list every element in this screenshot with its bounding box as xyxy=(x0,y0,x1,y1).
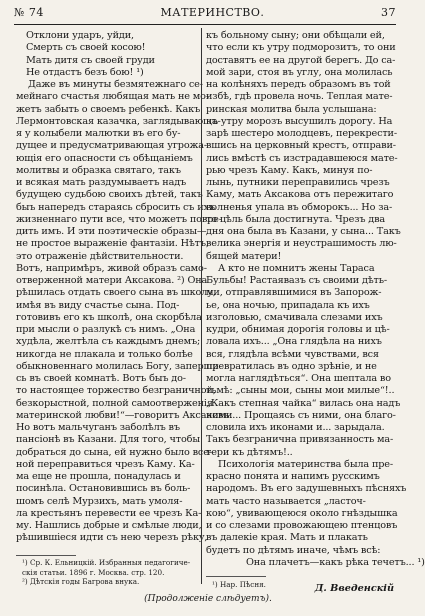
text-line: народомъ. Въ его задушевныхъ пѣсняхъ xyxy=(206,483,407,495)
text-line: кою“, увивающеюся около гнѣздышка xyxy=(206,507,398,519)
text-line: то цѣль была достигнута. Чрезъ два xyxy=(206,213,386,225)
footnote: скія статьи. 1896 г. Москва. стр. 120. xyxy=(22,567,165,577)
text-line: добраться до сына, ей нужно было все- xyxy=(16,446,212,458)
text-line: вся, глядѣла всѣми чувствами, вся xyxy=(206,348,379,360)
text-line: Такъ безгранична привязанность ма- xyxy=(206,434,394,446)
text-line: Смерть съ своей косою! xyxy=(26,42,146,54)
text-line: посинѣла. Остановившись въ боль- xyxy=(16,483,191,495)
text-line: Она плачетъ—какъ рѣка течетъ... ¹) xyxy=(246,556,425,568)
text-line: волненья упала въ обморокъ... Но за- xyxy=(206,201,393,213)
text-line: при мысли о разлукѣ съ нимъ. „Она xyxy=(16,324,196,335)
journal-title: МАТЕРИНСТВО. xyxy=(160,6,265,19)
text-line: ловала ихъ... „Она глядѣла на нихъ xyxy=(206,336,382,348)
text-line: Но вотъ мальчуганъ заболѣлъ въ xyxy=(16,422,180,433)
text-line: ними... Прощаясь съ ними, она благо- xyxy=(206,409,396,421)
text-line: быъ напередъ стараясь сбросить съ ихъ xyxy=(16,201,215,213)
text-line: ринская молитва была услышана: xyxy=(206,103,377,115)
text-line: красно понята и напимъ русскимъ xyxy=(206,471,380,482)
text-line: ной переправиться чрезъ Каму. Ка- xyxy=(16,458,195,470)
text-line: зарѣ шестеро молодцевъ, перекрести- xyxy=(206,128,397,139)
right-column xyxy=(206,30,425,569)
text-line: избѣ, гдѣ провела ночь. Теплая мате- xyxy=(206,91,393,103)
text-line: ма еще не прошла, понадулась и xyxy=(16,471,181,482)
text-line: на колѣняхъ передъ образомъ въ той xyxy=(206,79,391,90)
column-divider xyxy=(201,28,202,584)
page-header xyxy=(14,6,396,26)
text-line: я у колыбели малютки въ его бу- xyxy=(16,128,181,139)
text-line: жетъ забыть о своемъ ребенкѣ. Какъ xyxy=(16,103,201,115)
text-line: будетъ по дѣтямъ иначе, чѣмъ всѣ: xyxy=(206,544,381,556)
text-line: материнской любви!“—говоритъ Аксаковъ. xyxy=(16,409,233,421)
footnote-rule-left xyxy=(16,555,76,556)
text-line: пансіонѣ въ Казани. Для того, чтобы xyxy=(16,434,200,446)
text-line: безкорыстной, полной самоотверженія xyxy=(16,397,213,409)
text-line: рѣшившіеся идти съ нею черезъ рѣку, xyxy=(16,532,208,544)
text-line: мой зари, стоя въ углу, она молилась xyxy=(206,66,393,78)
issue-number: № 74 xyxy=(14,6,44,19)
text-line: къ больному сыну; они обѣщали ей, xyxy=(206,30,385,41)
footnote: ¹) Нар. Пѣсня. xyxy=(212,580,266,589)
text-line: доставятъ ее на другой берегъ. До са- xyxy=(206,54,396,66)
text-line: словила ихъ иконами и... зарыдала. xyxy=(206,422,385,433)
text-line: то настоящее торжество безграничной, xyxy=(16,385,216,397)
text-line: Даже въ минуты безмятежнаго се- xyxy=(28,79,203,90)
text-line: дить имъ. И эти поэтическіе образы— xyxy=(16,226,207,237)
continuation-note: (Продолженіе слѣдуетъ). xyxy=(144,594,272,604)
footnote: ²) Дѣтскія годы Багрова внука. xyxy=(22,577,140,586)
text-line: худѣла, желтѣла съ каждымъ днемъ; xyxy=(16,336,201,348)
text-line: Вотъ, напримѣръ, живой образъ само- xyxy=(16,262,207,274)
text-line: жизненнаго пути все, что можетъ повре- xyxy=(16,213,222,225)
text-line: это отраженіе дѣйствительности. xyxy=(16,250,184,262)
text-line: тери къ дѣтямъ!.. xyxy=(206,446,293,458)
text-line: шомъ селѣ Мурзихъ, мать умоля- xyxy=(16,495,183,507)
text-line: превратилась въ одно зрѣніе, и не xyxy=(206,360,377,372)
text-line: имѣя въ виду счастье сына. Под- xyxy=(16,299,180,311)
text-line: къ утру морозъ высушилъ дорогу. На xyxy=(206,115,393,127)
text-line: Отклони ударъ, уйди, xyxy=(26,30,134,41)
text-line: рью чрезъ Каму. Какъ, минуя по- xyxy=(206,164,373,176)
text-line: въ далекіе края. Мать и плакать xyxy=(206,532,368,544)
header-rule xyxy=(14,24,396,25)
page-number: 37 xyxy=(381,6,396,19)
text-line: готовивъ его къ школѣ, она скорбѣла xyxy=(16,311,202,323)
text-line: ла крестьянъ перевести ее чрезъ Ка- xyxy=(16,507,202,519)
text-line: не простое выраженіе фантазіи. Нѣтъ, xyxy=(16,238,209,250)
text-line: мать часто называется „ласточ- xyxy=(206,495,366,507)
text-line: и со слезами провожающею птенцовъ xyxy=(206,520,398,531)
text-line: велика энергія и неустрашимость лю- xyxy=(206,238,397,250)
text-line: А кто не помнитъ жены Тараса xyxy=(218,262,375,274)
text-line: тьмѣ: „сыны мои, сыны мои милые“!.. xyxy=(206,385,395,397)
text-line: молитвы и образка святаго, такъ xyxy=(16,164,181,176)
text-line: вшись на церковный крестъ, отправи- xyxy=(206,140,396,152)
text-line: будущею судьбою своихъ дѣтей, такъ xyxy=(16,189,203,201)
text-line: сь въ своей комнатѣ. Вотъ быъ до- xyxy=(16,373,186,384)
text-line: ми, отправлявшимися въ Запорож- xyxy=(206,287,382,299)
text-line: Каму, мать Аксакова отъ пережитаго xyxy=(206,189,394,201)
text-line: рѣшилась отдать своего сына въ школу, xyxy=(16,287,216,299)
text-line: дня она была въ Казани, у сына... Такъ xyxy=(206,226,401,237)
text-line: что если къ утру подморозитъ, то они xyxy=(206,42,396,54)
text-line: Психологія материнства была пре- xyxy=(218,458,394,470)
text-line: лынь, путники переправились чрезъ xyxy=(206,177,390,188)
text-line: Лермонтовская казачка, заглядывающа- xyxy=(16,115,221,127)
text-line: ющія его опасности съ обѣщаніемъ xyxy=(16,152,193,164)
text-line: и всякая мать раздумываетъ надъ xyxy=(16,177,187,188)
text-line: могла наглядѣться“. Она шептала во xyxy=(206,373,391,384)
text-line: ье, она ночью, припадала къ ихъ xyxy=(206,299,370,311)
text-line: отверженной матери Аксакова. ²) Она xyxy=(16,275,208,286)
text-line: кудри, обнимая дорогія головы и цѣ- xyxy=(206,324,390,335)
text-line: обыкновеннаго молилась Богу, заперши- xyxy=(16,360,222,372)
footnote-rule-right xyxy=(206,576,266,577)
text-line: Мать дитя съ своей груди xyxy=(26,54,155,66)
author-signature: Д. Введенскій xyxy=(314,583,394,594)
text-line: никогда не плакала и только болѣе xyxy=(16,348,193,360)
text-line: мейнаго счастья любящая мать не мо- xyxy=(16,91,209,103)
text-line: Бульбы! Растаявазъ съ своими дѣть- xyxy=(206,275,388,286)
left-column xyxy=(16,30,233,545)
text-line: „Какъ степная чайка“ вилась она надъ xyxy=(206,397,401,409)
footnote: ¹) Ср. К. Ельницкій. Избранныя педагогиче- xyxy=(22,558,191,567)
text-line: изголовью, смачивала слезами ихъ xyxy=(206,311,383,323)
text-line: дущее и предусматривающая угрожа- xyxy=(16,140,208,152)
text-line: му. Нашлись добрые и смѣлые люди, xyxy=(16,520,202,531)
text-line: лись вмѣстѣ съ изстрадавшеюся мате- xyxy=(206,152,398,164)
text-line: Не отдастъ безъ бою! ¹) xyxy=(26,66,144,78)
text-line: бящей матери! xyxy=(206,250,282,262)
